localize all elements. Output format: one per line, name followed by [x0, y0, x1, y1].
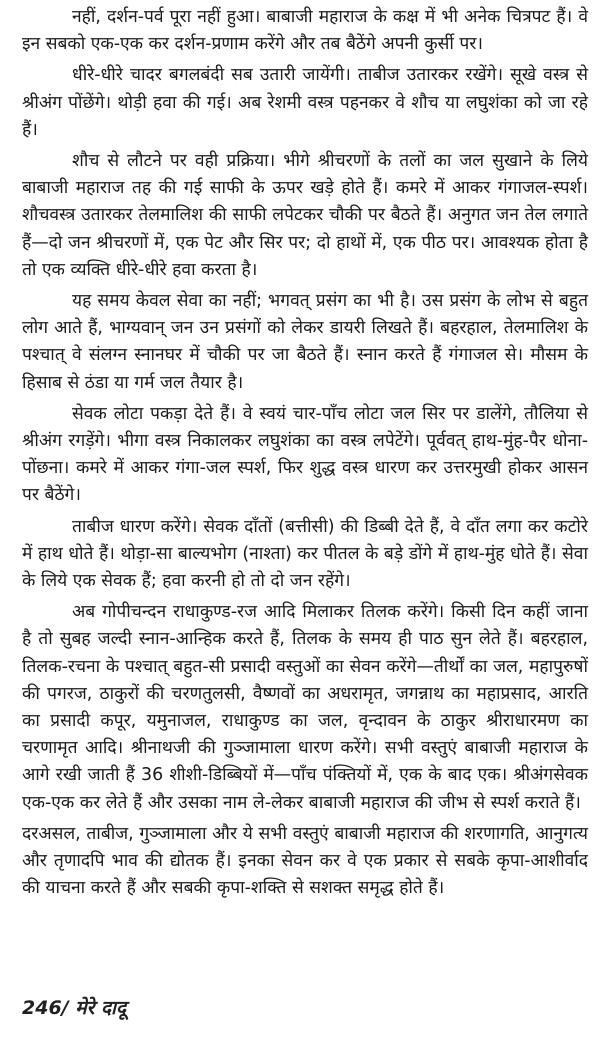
paragraph-1: नहीं, दर्शन-पर्व पूरा नहीं हुआ। बाबाजी महाराज के कक्ष में भी अनेक चित्रपट हैं। वे इन सबको एक-एक कर दर्शन-प्रणाम करेंगे और तब बैठेंगे अपनी कुर्सी पर।: [22, 7, 588, 55]
paragraph-5: सेवक लोटा पकड़ा देते हैं। वे स्वयं चार-पाँच लोटा जल सिर पर डालेंगे, तौलिया से श्रीअंग रगड़ेंगे। भीगा वस्त्र निकालकर लघुशंका का वस्त्र लपेटेंगे। पूर्ववत् हाथ-मुंह-पैर धोना-पोंछना। कमरे में आकर गंगा-जल स्पर्श, फिर शुद्ध वस्त्र धारण कर उत्तरमुखी होकर आसन पर बैठेंगे।: [22, 403, 588, 506]
paragraph-closing: दरअसल, ताबीज, गुञ्जामाला और ये सभी वस्तुएं बाबाजी महाराज की शरणागति, आनुगत्य और तृणादपि भाव की द्योतक हैं। इनका सेवन कर वे एक प्रकार से सबके कृपा-आशीर्वाद की याचना करते हैं और सबकी कृपा-शक्ति से सशक्त समृद्ध होते हैं।: [22, 823, 588, 899]
page-footer: 246/ मेरे दादू: [22, 997, 127, 1019]
paragraph-3: शौच से लौटने पर वही प्रक्रिया। भीगे श्रीचरणों के तलों का जल सुखाने के लिये बाबाजी महाराज तह की गई साफी के ऊपर खड़े होते हैं। कमरे में आकर गंगाजल-स्पर्श। शौचवस्त्र उतारकर तेलमालिश की साफी लपेटकर चौकी पर बैठते हैं। अनुगत जन तेल लगाते हैं—दो जन श्रीचरणों में, एक पेट और सिर पर; दो हाथों में, एक पीठ पर। आवश्यक होता है तो एक व्यक्ति धीरे-धीरे हवा करता है।: [22, 151, 588, 280]
paragraph-2: धीरे-धीरे चादर बगलबंदी सब उतारी जायेंगी। ताबीज उतारकर रखेंगे। सूखे वस्त्र से श्रीअंग पोंछेंगे। थोड़ी हवा की गई। अब रेशमी वस्त्र पहनकर वे शौच या लघुशंका को जा रहे हैं।: [22, 65, 588, 140]
paragraph-4: यह समय केवल सेवा का नहीं; भगवत् प्रसंग का भी है। उस प्रसंग के लोभ से बहुत लोग आते हैं, भाग्यवान् जन उन प्रसंगों को लेकर डायरी लिखते हैं। बहरहाल, तेलमालिश के पश्चात् वे संलग्न स्नानघर में चौकी पर जा बैठते हैं। स्नान करते हैं गंगाजल से। मौसम के हिसाब से ठंडा या गर्म जल तैयार है।: [22, 291, 588, 393]
body-text: [22, 4, 588, 907]
paragraph-7: अब गोपीचन्दन राधाकुण्ड-रज आदि मिलाकर तिलक करेंगे। किसी दिन कहीं जाना है तो सुबह जल्दी स्नान-आन्हिक करते हैं, तिलक के समय ही पाठ सुन लेते हैं। बहरहाल, तिलक-रचना के पश्चात् बहुत-सी प्रसादी वस्तुओं का सेवन करेंगे—तीर्थों का जल, महापुरुषों की पगरज, ठाकुरों की चरणतुलसी, वैष्णवों का अधरामृत, जगन्नाथ का महाप्रसाद, आरति का प्रसादी कपूर, यमुनाजल, राधाकुण्ड का जल, वृन्दावन के ठाकुर श्रीराधारमण का चरणामृत आदि। श्रीनाथजी की गुञ्जामाला धारण करेंगे। सभी वस्तुएं बाबाजी महाराज के आगे रखी जाती हैं 36 शीशी-डिब्बियों में—पाँच पंक्तियों में, एक के बाद एक। श्रीअंगसेवक एक-एक कर लेते हैं और उसका नाम ले-लेकर बाबाजी महाराज की जीभ से स्पर्श कराते हैं।: [22, 602, 588, 813]
paragraph-6: ताबीज धारण करेंगे। सेवक दाँतों (बत्तीसी) की डिब्बी देते हैं, वे दाँत लगा कर कटोरे में हाथ धोते हैं। थोड़ा-सा बाल्यभोग (नाश्ता) कर पीतल के बड़े डोंगे में हाथ-मुंह धोते हैं। सेवा के लिये एक सेवक हैं; हवा करनी हो तो दो जन रहेंगे।: [22, 516, 588, 592]
